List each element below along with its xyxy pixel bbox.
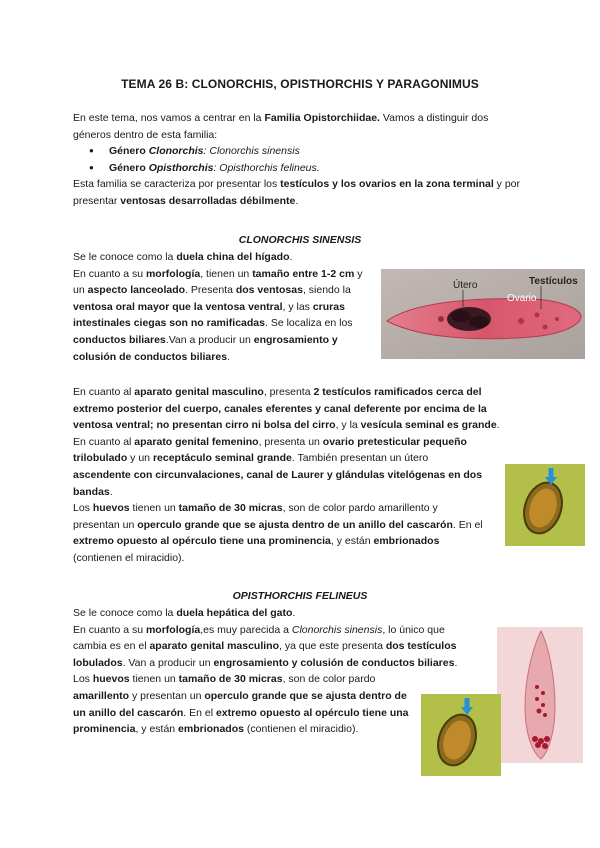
text-line: intestinales ciegas son no ramificadas. Se localiza en los <box>73 317 353 330</box>
text-line: extremo opuesto al opérculo tiene una prominencia, y están embrionados <box>73 535 440 548</box>
text-line: prominencia, y están embrionados (contienen el miracidio). <box>73 723 359 736</box>
text-line: ascendente con circunvalaciones, canal de Laurer y glándulas vitelógenas en dos <box>73 468 483 481</box>
text-line: colusión de conductos biliares. <box>73 350 230 363</box>
text-line: trilobulado y un receptáculo seminal grande. También presentan un útero <box>73 452 429 465</box>
clonorchis-paragraph-1 <box>73 249 378 365</box>
list-item: ● Género Clonorchis: Clonorchis sinensis <box>109 143 543 160</box>
text-line: amarillento y presentan un operculo grande que se ajusta dentro de <box>73 689 407 702</box>
clonorchis-egg-image <box>505 464 585 546</box>
text-line: conductos biliares.Van a producir un engrosamiento y <box>73 333 338 346</box>
opisthorchis-egg-image <box>421 694 501 776</box>
opisthorchis-adult-image <box>497 627 583 763</box>
text-line: extremo posterior del cuerpo, canales eferentes y canal deferente por encima de la <box>73 402 487 415</box>
text-line: bandas. <box>73 485 113 498</box>
text-line: ventosa oral mayor que la ventosa ventral, y las cruras <box>73 300 345 313</box>
section-heading-opisthorchis: OPISTHORCHIS FELINEUS <box>232 590 368 602</box>
text-line: En cuanto a su morfología,es muy parecida a Clonorchis sinensis, lo único que <box>73 623 445 636</box>
text-line: (contienen el miracidio). <box>73 551 185 564</box>
text-line: En cuanto al aparato genital femenino, presenta un ovario pretesticular pequeño <box>73 435 467 448</box>
text-line: En cuanto a su morfología, tienen un tamaño entre 1-2 cm y <box>73 267 363 280</box>
text-line: Los huevos tienen un tamaño de 30 micras, son de color pardo <box>73 673 376 686</box>
text-line: ventosa ventral; no presentan cirro ni bolsa del cirro, y la vesícula seminal es grande. <box>73 419 500 432</box>
text-line: presentan un operculo grande que se ajusta dentro de un anillo del cascarón. En el <box>73 518 483 531</box>
clonorchis-adult-image <box>381 269 585 359</box>
page-title: TEMA 26 B: CLONORCHIS, OPISTHORCHIS Y PARAGONIMUS <box>121 77 479 91</box>
text-line: Se le conoce como la duela hepática del gato. <box>73 607 296 619</box>
text-line: un anillo del cascarón. En el extremo opuesto al opérculo tiene una <box>73 706 409 719</box>
label-testiculos: Testículos <box>529 276 578 287</box>
text-line: cambia es en el aparato genital masculino, ya que este presenta dos testículos <box>73 640 457 653</box>
label-ovario: Ovario <box>507 293 537 304</box>
intro-paragraph: En este tema, nos vamos a centrar en la Familia Opistorchiidae. Vamos a distinguir dos géneros dentro de esta familia: ● Género Clonorchis: Clonorchis sinensis ● Género Opisthorchis: Opisthorchis felineus. Esta familia se caracteriza por presentar los testículos y los ovarios en la zona terminal y por presentar ventosas desarrolladas débilmente. <box>73 110 543 210</box>
text-line: Los huevos tienen un tamaño de 30 micras, son de color pardo amarillento y <box>73 502 438 515</box>
label-utero: Útero <box>453 280 478 291</box>
text-line: lobulados. Van a producir un engrosamiento y colusión de conductos biliares. <box>73 656 458 669</box>
text-line: En cuanto al aparato genital masculino, presenta 2 testículos ramificados cerca del <box>73 386 482 398</box>
text-line: Se le conoce como la duela china del hígado. <box>73 251 293 263</box>
list-item: ● Género Opisthorchis: Opisthorchis felineus. <box>109 160 543 177</box>
text-line: un aspecto lanceolado. Presenta dos ventosas, siendo la <box>73 284 351 297</box>
section-heading-clonorchis: CLONORCHIS SINENSIS <box>238 234 362 246</box>
genus-list <box>109 143 543 176</box>
clonorchis-paragraph-2 <box>73 384 543 567</box>
